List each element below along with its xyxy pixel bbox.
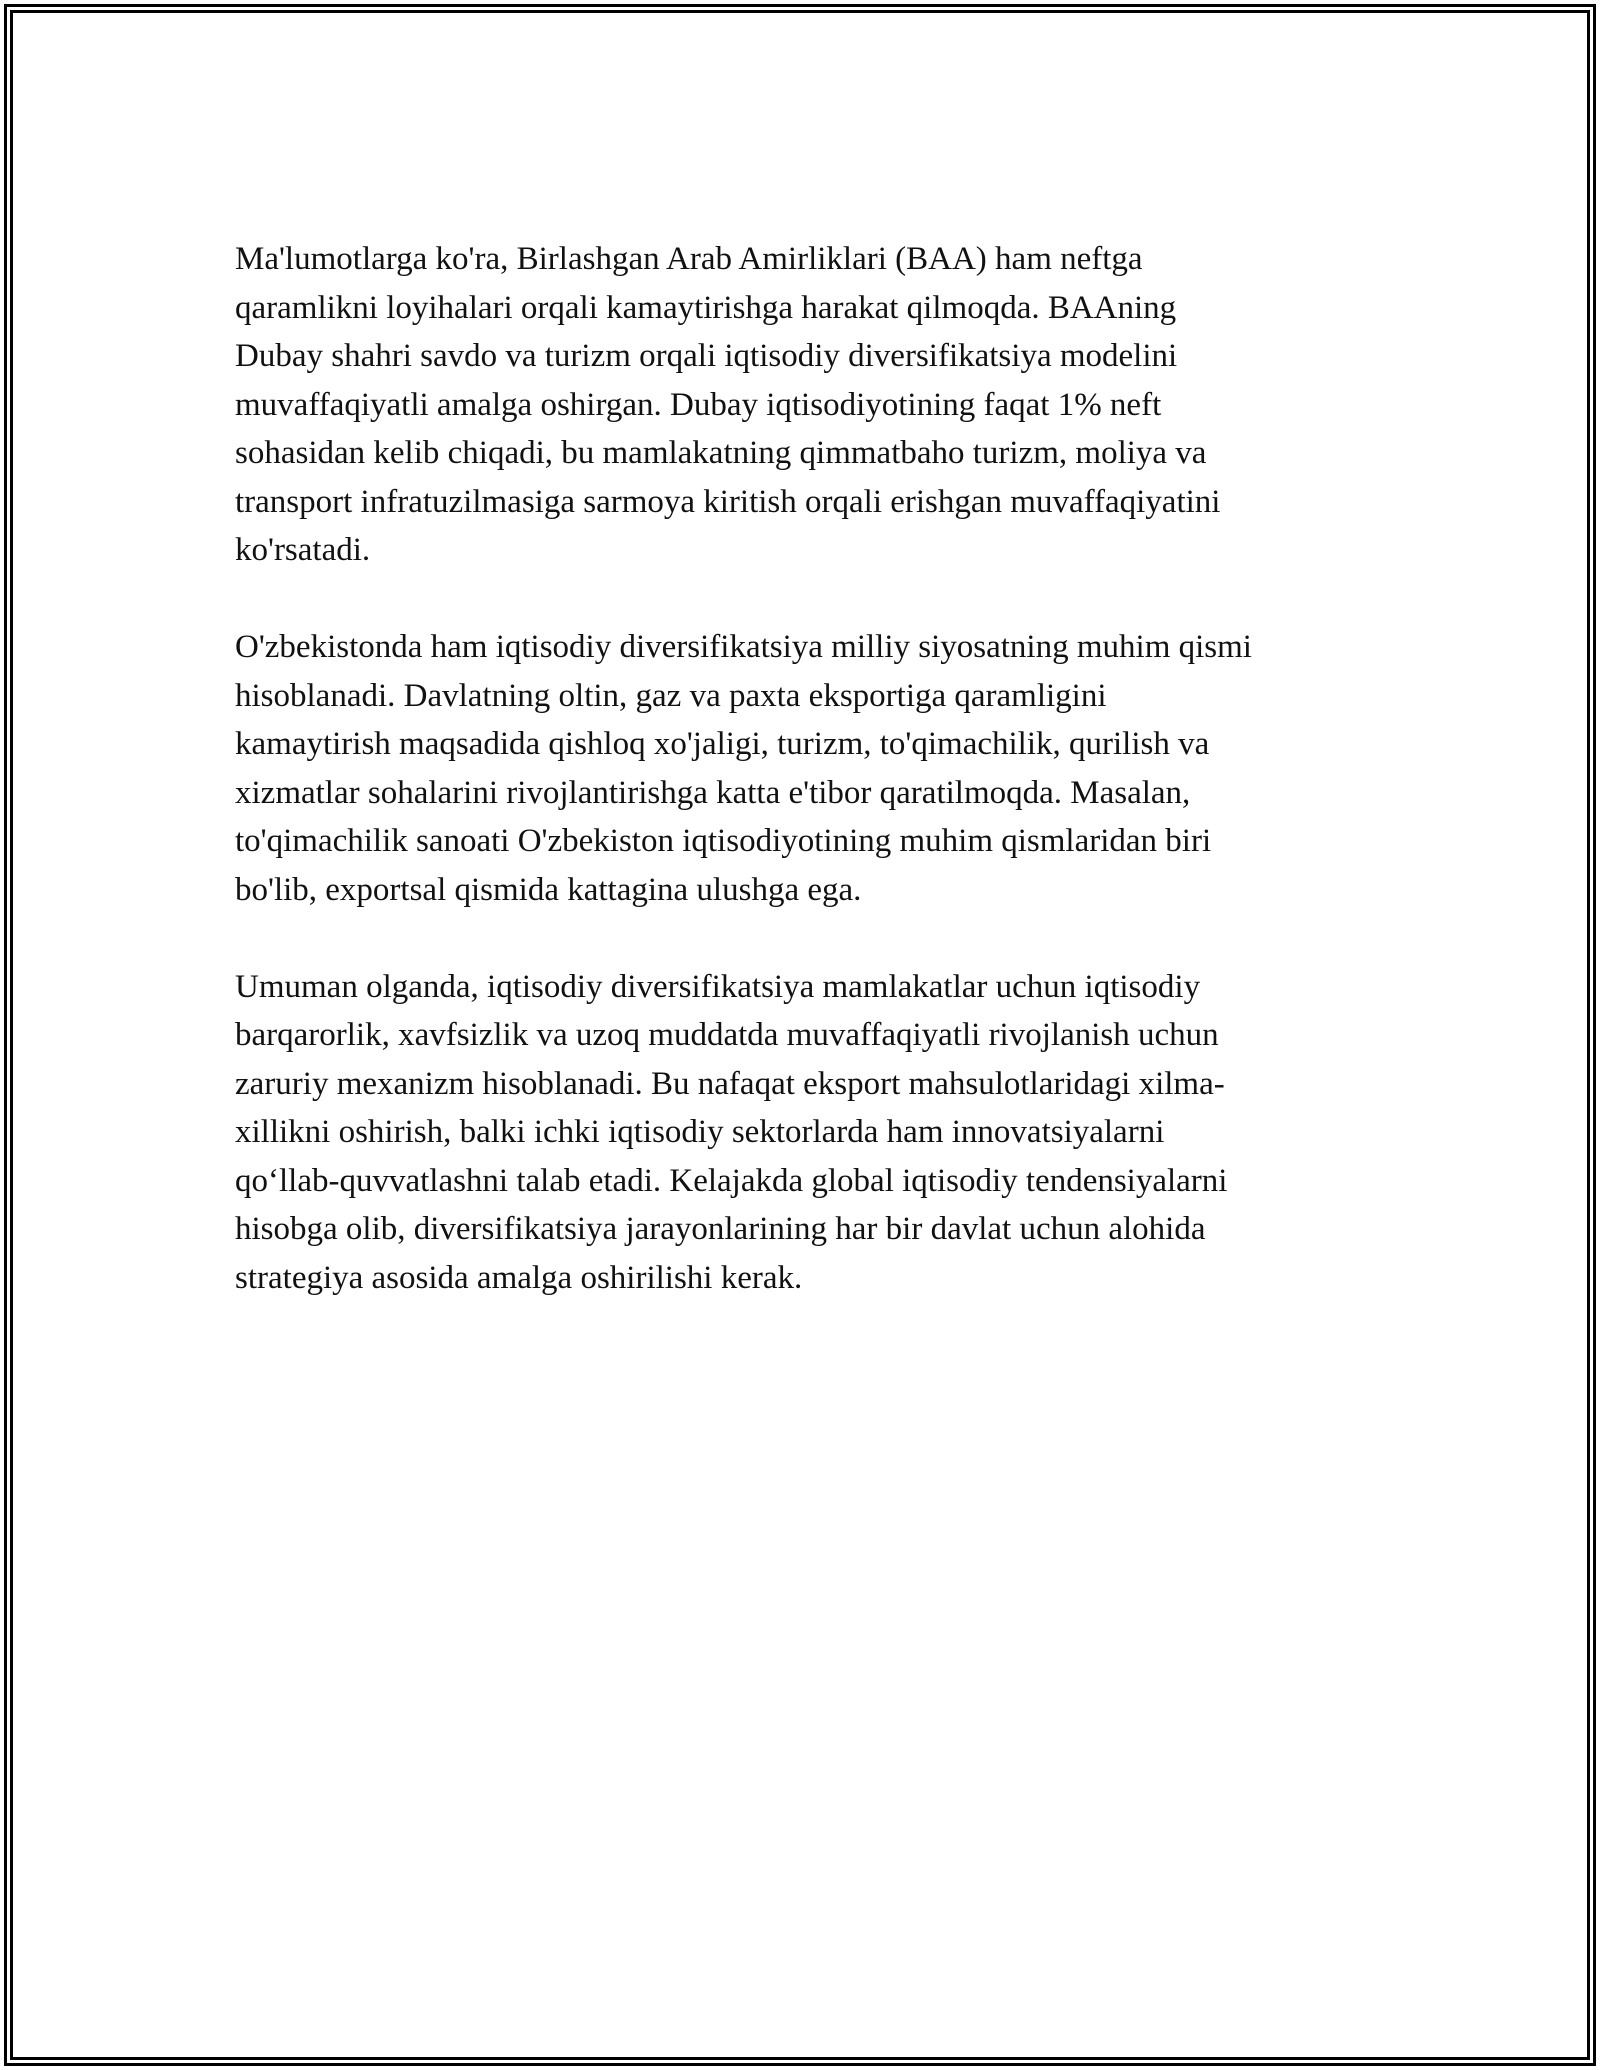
paragraph-conclusion	[235, 963, 1375, 1303]
text-line: kamaytirish maqsadida qishloq xo'jaligi, turizm, to'qimachilik, qurilish va	[235, 726, 1210, 762]
text-line: sohasidan kelib chiqadi, bu mamlakatning qimmatbaho turizm, moliya va	[235, 435, 1207, 471]
text-line: strategiya asosida amalga oshirilishi kerak.	[235, 1259, 803, 1296]
text-line: barqarorlik, xavfsizlik va uzoq muddatda muvaffaqiyatli rivojlanish uchun	[235, 1017, 1219, 1053]
text-line: hisoblanadi. Davlatning oltin, gaz va paxta eksportiga qaramligini	[235, 677, 1107, 714]
text-line: xillikni oshirish, balki ichki iqtisodiy sektorlarda ham innovatsiyalarni	[235, 1114, 1165, 1150]
text-line: zaruriy mexanizm hisoblanadi. Bu nafaqat eksport mahsulotlaridagi xilma-	[235, 1065, 1225, 1102]
paragraph-uzbekistan	[235, 623, 1375, 914]
text-line: O'zbekistonda ham iqtisodiy diversifikatsiya milliy siyosatning muhim qismi	[235, 629, 1252, 665]
text-line: ko'rsatadi.	[235, 532, 371, 568]
text-line: qaramlikni loyihalari orqali kamaytirishga harakat qilmoqda. BAAning	[235, 289, 1177, 326]
paragraph-uae	[235, 235, 1375, 575]
text-line: qo‘llab-quvvatlashni talab etadi. Kelajakda global iqtisodiy tendensiyalarni	[235, 1162, 1228, 1199]
document-body	[235, 235, 1375, 1351]
text-line: xizmatlar sohalarini rivojlantirishga katta e'tibor qaratilmoqda. Masalan,	[235, 774, 1191, 811]
text-line: muvaffaqiyatli amalga oshirgan. Dubay iqtisodiyotining faqat 1% neft	[235, 386, 1162, 423]
text-line: Dubay shahri savdo va turizm orqali iqtisodiy diversifikatsiya modelini	[235, 338, 1178, 374]
text-line: Umuman olganda, iqtisodiy diversifikatsiya mamlakatlar uchun iqtisodiy	[235, 968, 1201, 1005]
text-line: transport infratuzilmasiga sarmoya kiritish orqali erishgan muvaffaqiyatini	[235, 483, 1221, 520]
text-line: bo'lib, exportsal qismida kattagina ulushga ega.	[235, 871, 862, 908]
text-line: to'qimachilik sanoati O'zbekiston iqtisodiyotining muhim qismlaridan biri	[235, 823, 1212, 859]
text-line: hisobga olib, diversifikatsiya jarayonlarining har bir davlat uchun alohida	[235, 1211, 1206, 1247]
text-line: Ma'lumotlarga ko'ra, Birlashgan Arab Amirliklari (BAA) ham neftga	[235, 241, 1143, 277]
